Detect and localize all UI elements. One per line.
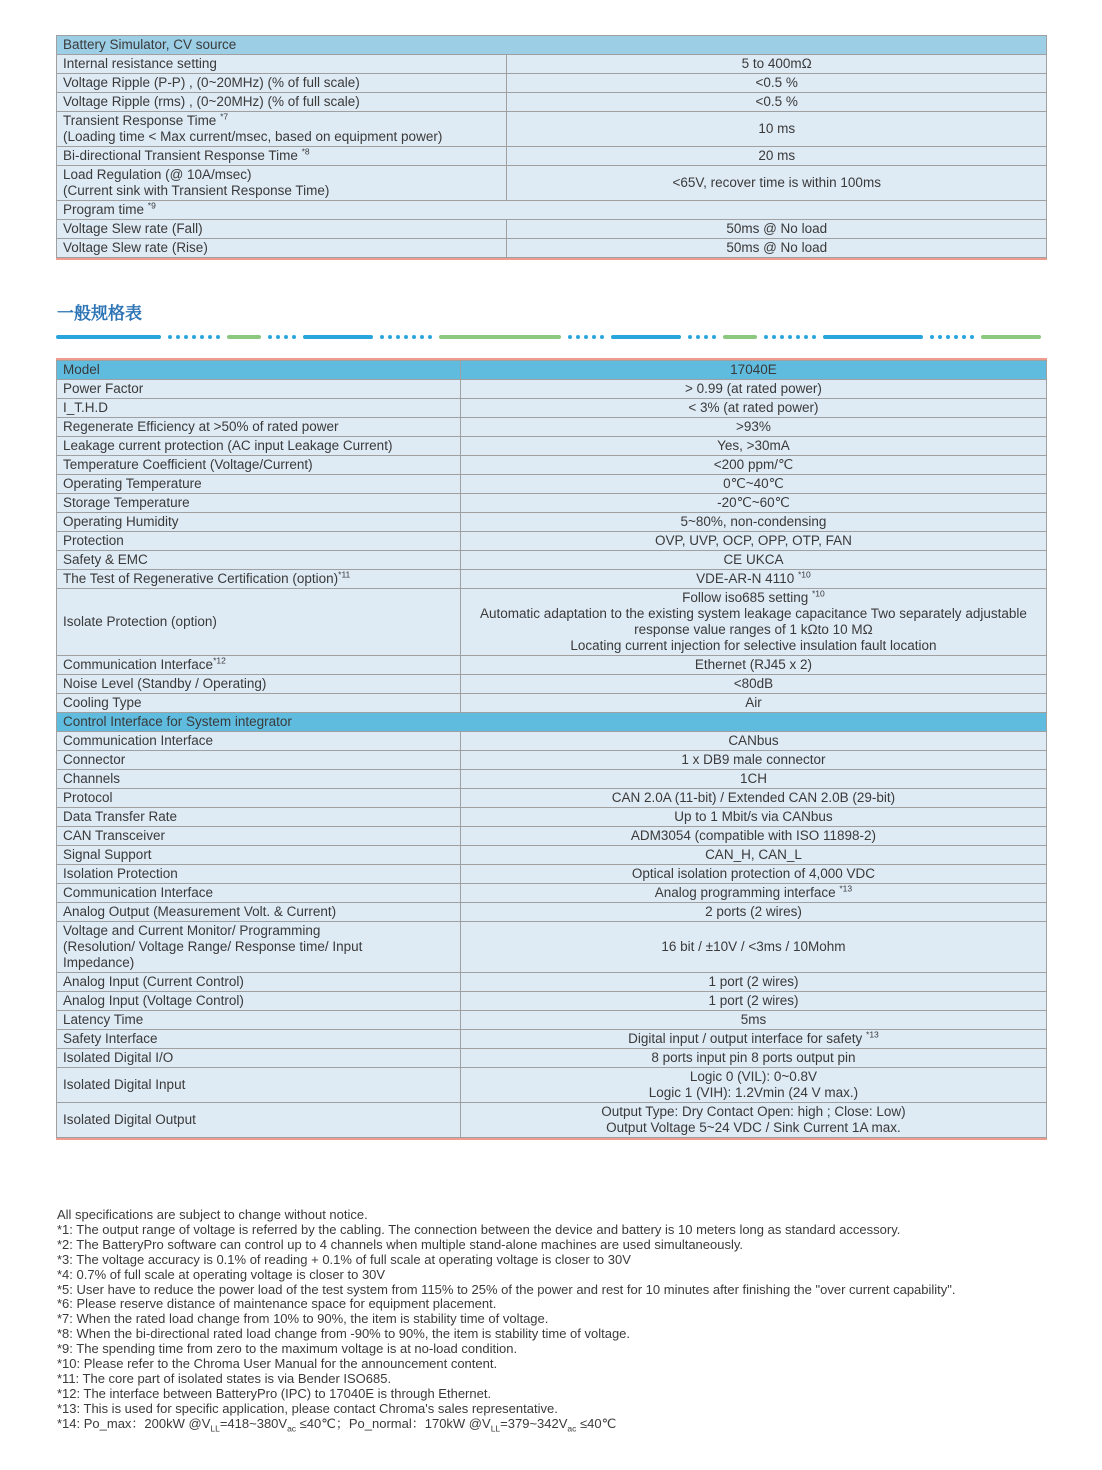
table-row [57, 1011, 1047, 1030]
row-value: 17040E [460, 361, 1046, 380]
row-label: Temperature Coefficient (Voltage/Current) [57, 456, 461, 475]
table-row [57, 992, 1047, 1011]
row-label: Signal Support [57, 846, 461, 865]
divider-dash [439, 335, 561, 339]
row-value: 50ms @ No load [507, 239, 1047, 258]
table-row [57, 475, 1047, 494]
footnote: *10: Please refer to the Chroma User Manual for the announcement content. [57, 1356, 498, 1372]
row-label: Communication Interface [57, 732, 461, 751]
footnote: *3: The voltage accuracy is 0.1% of reading + 0.1% of full scale at operating voltage is closer to 30V [57, 1251, 631, 1267]
footnote: *12: The interface between BatteryPro (IPC) to 17040E is through Ethernet. [57, 1385, 492, 1401]
row-label: Isolated Digital Input [57, 1068, 461, 1103]
row-label: Protocol [57, 789, 461, 808]
section-header-cell: Control Interface for System integrator [57, 713, 1047, 732]
row-label: Internal resistance setting [57, 55, 507, 74]
footnote: *5: User have to reduce the power load of the test system from 115% to 25% of the power and rest for 10 minutes after finishing the "over current capability". [57, 1281, 956, 1297]
divider-dots [930, 335, 974, 339]
table-row [57, 166, 1047, 201]
row-label: Analog Input (Current Control) [57, 973, 461, 992]
row-label: Voltage and Current Monitor/ Programming (Resolution/ Voltage Range/ Response time/ Input Impedance) [57, 922, 461, 973]
row-label: Protection [57, 532, 461, 551]
row-value: <0.5 % [507, 74, 1047, 93]
row-value: 5ms [460, 1011, 1046, 1030]
row-value: 2 ports (2 wires) [460, 903, 1046, 922]
row-label: Transient Response Time $^{*7}$ (Loading time < Max current/msec, based on equipment power) [57, 112, 507, 147]
table-row [57, 36, 1047, 55]
table-row [57, 551, 1047, 570]
row-value: 5~80%, non-condensing [460, 513, 1046, 532]
footnote: *2: The BatteryPro software can control up to 4 channels when multiple stand-alone machines are used simultaneously. [57, 1236, 744, 1252]
table-row [57, 112, 1047, 147]
row-value: 50ms @ No load [507, 220, 1047, 239]
row-value: 1CH [460, 770, 1046, 789]
table-row [57, 1030, 1047, 1049]
row-value: >93% [460, 418, 1046, 437]
row-value: 1 port (2 wires) [460, 992, 1046, 1011]
row-value: Yes, >30mA [460, 437, 1046, 456]
footnote: *11: The core part of isolated states is via Bender ISO685. [57, 1370, 392, 1386]
table-row [57, 656, 1047, 675]
table-row [57, 456, 1047, 475]
divider-dash [723, 335, 757, 339]
row-label: Data Transfer Rate [57, 808, 461, 827]
row-label: Communication Interface$^{*12}$ [57, 656, 461, 675]
row-value: Up to 1 Mbit/s via CANbus [460, 808, 1046, 827]
row-value: 0℃~40℃ [460, 475, 1046, 494]
full-width-cell: Program time $^{*9}$ [57, 201, 1047, 220]
section-divider [56, 334, 1047, 340]
general-spec-table-body [57, 361, 1047, 1138]
footnote: *6: Please reserve distance of maintenance space for equipment placement. [57, 1296, 497, 1312]
row-label: Isolated Digital Output [57, 1103, 461, 1138]
row-value: Optical isolation protection of 4,000 VDC [460, 865, 1046, 884]
footnote: *4: 0.7% of full scale at operating voltage is closer to 30V [57, 1266, 386, 1282]
table-row [57, 513, 1047, 532]
row-value: < 3% (at rated power) [460, 399, 1046, 418]
row-value: OVP, UVP, OCP, OPP, OTP, FAN [460, 532, 1046, 551]
table-row [57, 437, 1047, 456]
row-value: Ethernet (RJ45 x 2) [460, 656, 1046, 675]
table-row [57, 713, 1047, 732]
row-label: Operating Temperature [57, 475, 461, 494]
row-value: CANbus [460, 732, 1046, 751]
battery-simulator-table [56, 35, 1047, 260]
row-label: Isolated Digital I/O [57, 1049, 461, 1068]
table-row [57, 675, 1047, 694]
row-value: 16 bit / ±10V / <3ms / 10Mohm [460, 922, 1046, 973]
table-row [57, 532, 1047, 551]
battery-simulator-table-body [57, 36, 1047, 258]
table-row [57, 903, 1047, 922]
row-label: Storage Temperature [57, 494, 461, 513]
general-spec-table [56, 358, 1047, 1140]
row-label: Communication Interface [57, 884, 461, 903]
row-value: 20 ms [507, 147, 1047, 166]
footnote: *7: When the rated load change from 10% to 90%, the item is stability time of voltage. [57, 1311, 549, 1327]
row-label: I_T.H.D [57, 399, 461, 418]
row-value: CAN_H, CAN_L [460, 846, 1046, 865]
section-title: 一般规格表 [57, 304, 142, 323]
row-label: Load Regulation (@ 10A/msec) (Current sink with Transient Response Time) [57, 166, 507, 201]
footnote: *14: Po_max：200kW $@V_{LL}=418\sim 380V_{ac}$ ≤40℃；Po_normal：170kW $@V_{LL}=379\sim 342V_{ac}$ ≤40℃ [57, 1415, 617, 1434]
row-value: 10 ms [507, 112, 1047, 147]
table-row [57, 770, 1047, 789]
table-row [57, 494, 1047, 513]
table-row [57, 808, 1047, 827]
table-row [57, 1103, 1047, 1138]
row-label: Voltage Ripple (P-P) , (0~20MHz) (% of full scale) [57, 74, 507, 93]
table-row [57, 399, 1047, 418]
row-label: Leakage current protection (AC input Leakage Current) [57, 437, 461, 456]
table-row [57, 827, 1047, 846]
row-value: Air [460, 694, 1046, 713]
row-value: <200 ppm/℃ [460, 456, 1046, 475]
footnote-intro: All specifications are subject to change without notice. [57, 1207, 368, 1222]
row-label: Operating Humidity [57, 513, 461, 532]
footnotes [57, 1208, 1057, 1432]
row-value: ADM3054 (compatible with ISO 11898-2) [460, 827, 1046, 846]
table-row [57, 973, 1047, 992]
row-label: Channels [57, 770, 461, 789]
footnote: *8: When the bi-directional rated load change from -90% to 90%, the item is stability time of voltage. [57, 1326, 631, 1342]
row-label: Noise Level (Standby / Operating) [57, 675, 461, 694]
row-value: Logic 0 (VIL): 0~0.8V Logic 1 (VIH): 1.2Vmin (24 V max.) [460, 1068, 1046, 1103]
table-row [57, 789, 1047, 808]
row-label: Isolation Protection [57, 865, 461, 884]
table-row [57, 93, 1047, 112]
row-label: Analog Output (Measurement Volt. & Current) [57, 903, 461, 922]
divider-dash [981, 335, 1041, 339]
row-value: 5 to 400mΩ [507, 55, 1047, 74]
divider-dots [380, 335, 432, 339]
row-value: Follow iso685 setting $^{*10}$ Automatic adaptation to the existing system leakage capacitance Two separately adjustable response value ranges of 1 kΩto 10 MΩ Locating current injection for selective insulation fault location [460, 589, 1046, 656]
row-label: Voltage Slew rate (Rise) [57, 239, 507, 258]
divider-dash [56, 335, 161, 339]
row-value: -20℃~60℃ [460, 494, 1046, 513]
table-row [57, 732, 1047, 751]
row-label: Latency Time [57, 1011, 461, 1030]
row-value: <65V, recover time is within 100ms [507, 166, 1047, 201]
section-header-cell: Battery Simulator, CV source [57, 36, 1047, 55]
divider-dots [688, 335, 716, 339]
row-label: Voltage Ripple (rms) , (0~20MHz) (% of full scale) [57, 93, 507, 112]
row-value: Analog programming interface $^{*13}$ [460, 884, 1046, 903]
table-row [57, 751, 1047, 770]
row-value: Output Type: Dry Contact Open: high ; Close: Low) Output Voltage 5~24 VDC / Sink Current 1A max. [460, 1103, 1046, 1138]
table-row [57, 846, 1047, 865]
table-row [57, 694, 1047, 713]
row-value: 1 port (2 wires) [460, 973, 1046, 992]
table-row [57, 201, 1047, 220]
table-row [57, 361, 1047, 380]
divider-dots [168, 335, 220, 339]
divider-dash [611, 335, 681, 339]
divider-dash [823, 335, 923, 339]
table-row [57, 55, 1047, 74]
row-value: <80dB [460, 675, 1046, 694]
row-label: CAN Transceiver [57, 827, 461, 846]
row-label: The Test of Regenerative Certification (option)$^{*11}$ [57, 570, 461, 589]
table-row [57, 570, 1047, 589]
row-label: Bi-directional Transient Response Time $^{*8}$ [57, 147, 507, 166]
table-row [57, 865, 1047, 884]
row-value: VDE-AR-N 4110 $^{*10}$ [460, 570, 1046, 589]
row-value: 8 ports input pin 8 ports output pin [460, 1049, 1046, 1068]
table-row [57, 239, 1047, 258]
table-row [57, 418, 1047, 437]
row-label: Voltage Slew rate (Fall) [57, 220, 507, 239]
row-label: Analog Input (Voltage Control) [57, 992, 461, 1011]
divider-dots [268, 335, 296, 339]
table-row [57, 884, 1047, 903]
row-label: Cooling Type [57, 694, 461, 713]
table-row [57, 1068, 1047, 1103]
footnote: *1: The output range of voltage is referred by the cabling. The connection between the device and battery is 10 meters long as standard accessory. [57, 1221, 901, 1237]
divider-dash [303, 335, 373, 339]
row-label: Model [57, 361, 461, 380]
row-label: Connector [57, 751, 461, 770]
table-row [57, 922, 1047, 973]
table-row [57, 74, 1047, 93]
row-value: CE UKCA [460, 551, 1046, 570]
table-row [57, 380, 1047, 399]
row-label: Regenerate Efficiency at >50% of rated power [57, 418, 461, 437]
row-label: Safety & EMC [57, 551, 461, 570]
row-value: <0.5 % [507, 93, 1047, 112]
table-row [57, 589, 1047, 656]
footnote: *9: The spending time from zero to the maximum voltage is at no-load condition. [57, 1341, 518, 1357]
row-label: Safety Interface [57, 1030, 461, 1049]
row-value: > 0.99 (at rated power) [460, 380, 1046, 399]
divider-dots [568, 335, 604, 339]
table-row [57, 220, 1047, 239]
row-value: CAN 2.0A (11-bit) / Extended CAN 2.0B (29-bit) [460, 789, 1046, 808]
row-value: Digital input / output interface for safety $^{*13}$ [460, 1030, 1046, 1049]
table-row [57, 147, 1047, 166]
divider-dash [227, 335, 261, 339]
footnote: *13: This is used for specific application, please contact Chroma's sales representative. [57, 1400, 558, 1416]
divider-dots [764, 335, 816, 339]
row-label: Power Factor [57, 380, 461, 399]
row-label: Isolate Protection (option) [57, 589, 461, 656]
row-value: 1 x DB9 male connector [460, 751, 1046, 770]
table-row [57, 1049, 1047, 1068]
